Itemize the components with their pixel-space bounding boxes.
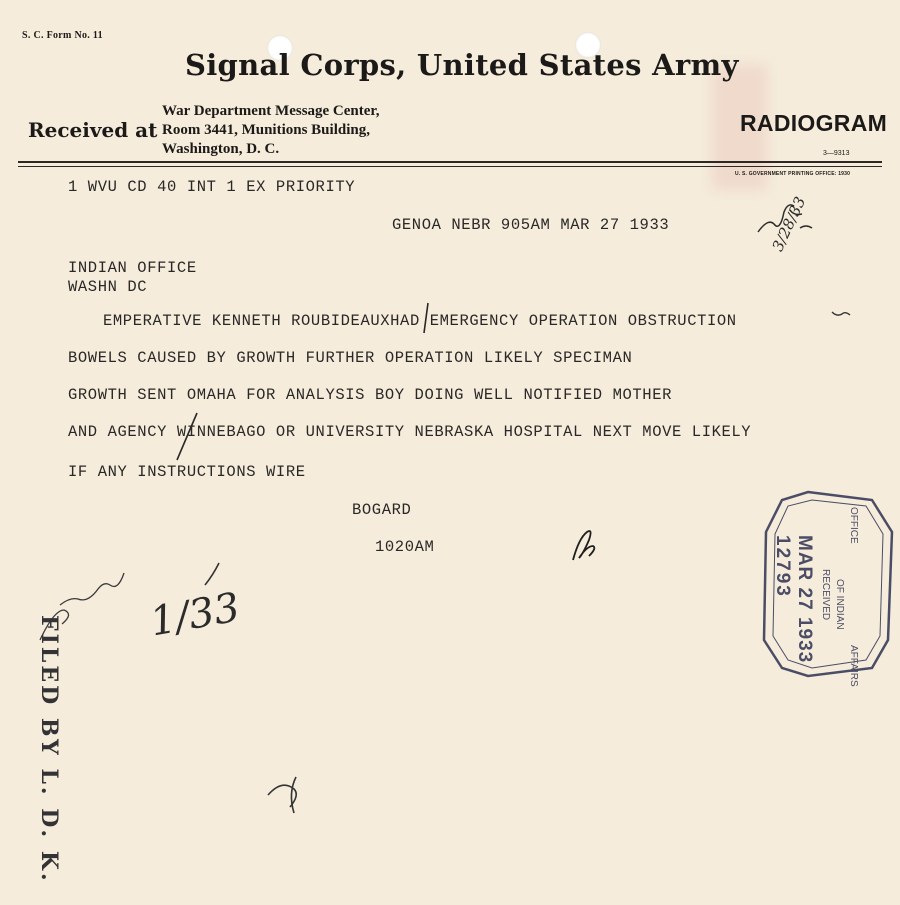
stamp-of-indian: OF INDIAN <box>834 579 845 630</box>
time-received: 1020AM <box>375 538 435 556</box>
filed-by-stamp <box>30 615 62 884</box>
recipient-line-1: INDIAN OFFICE <box>68 259 197 277</box>
printer-note: U. S. GOVERNMENT PRINTING OFFICE: 1930 <box>735 171 851 177</box>
stamp-received: RECEIVED <box>820 569 831 621</box>
received-stamp <box>762 487 892 687</box>
form-number: S. C. Form No. 11 <box>22 30 103 41</box>
origin-date-line: GENOA NEBR 905AM MAR 27 1933 <box>392 216 670 234</box>
letterhead-title: Signal Corps, United States Army <box>185 48 739 82</box>
handwritten-date: 3/28/33 <box>768 193 810 255</box>
body-line-3: GROWTH SENT OMAHA FOR ANALYSIS BOY DOING WELL NOTIFIED MOTHER <box>68 386 672 404</box>
signature: BOGARD <box>352 501 412 519</box>
stamp-date: MAR 27 1933 <box>794 535 815 664</box>
filed-by-text: FILED BY L. D. K. <box>36 615 62 884</box>
body-line-5: IF ANY INSTRUCTIONS WIRE <box>68 463 306 481</box>
body-line-2: BOWELS CAUSED BY GROWTH FURTHER OPERATION LIKELY SPECIMAN <box>68 349 633 367</box>
address-line-2: Room 3441, Munitions Building, <box>162 122 370 138</box>
address-line-1: War Department Message Center, <box>162 103 380 119</box>
routing-line: 1 WVU CD 40 INT 1 EX PRIORITY <box>68 178 356 196</box>
doc-type-label: RADIOGRAM <box>740 110 888 136</box>
stamp-number: 12793 <box>772 535 793 598</box>
received-at-label: Received at <box>28 118 158 142</box>
form-code: 3—9313 <box>823 150 850 157</box>
body-line-1: EMPERATIVE KENNETH ROUBIDEAUXHAD EMERGENCY OPERATION OBSTRUCTION <box>103 312 737 330</box>
stamp-office: OFFICE <box>848 507 859 544</box>
address-line-3: Washington, D. C. <box>162 141 280 157</box>
stamp-affairs: AFFAIRS <box>848 645 859 687</box>
handwritten-file-number: 1/33 <box>146 584 244 646</box>
recipient-line-2: WASHN DC <box>68 278 148 296</box>
body-line-4: AND AGENCY WINNEBAGO OR UNIVERSITY NEBRASKA HOSPITAL NEXT MOVE LIKELY <box>68 423 752 441</box>
